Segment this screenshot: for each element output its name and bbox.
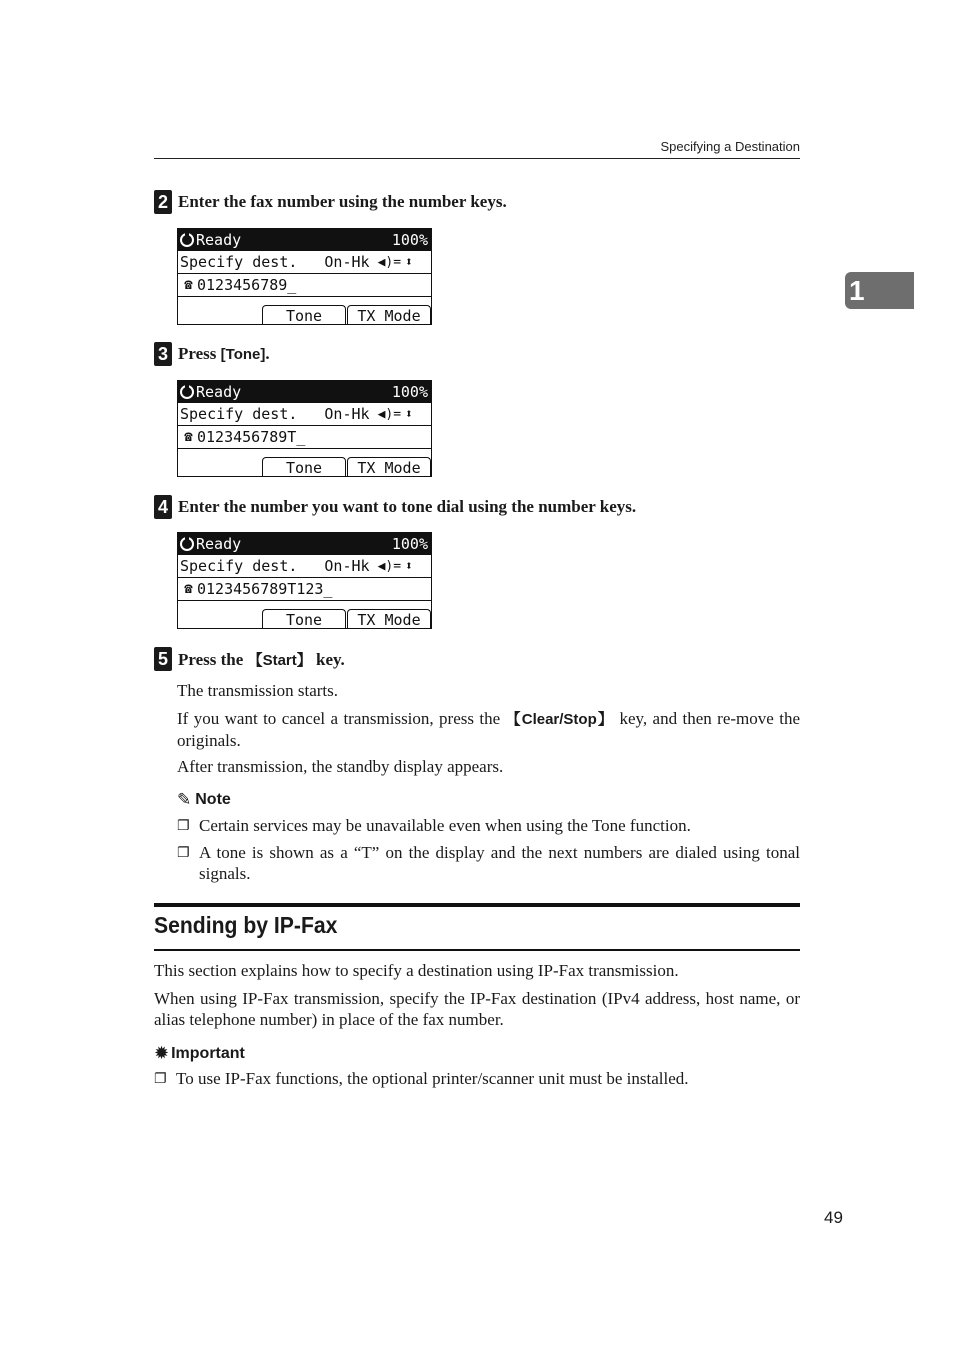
important-item-text: To use IP-Fax functions, the optional printer/scanner unit must be installed. (176, 1069, 689, 1088)
up-down-arrows-icon: ⬍ (405, 406, 413, 422)
lcd-prompt: Specify dest. (180, 253, 298, 271)
lcd-mode: On-Hk (324, 253, 370, 271)
p2-text: If you want to cancel a transmission, press the (177, 709, 506, 728)
important-heading (154, 1043, 245, 1064)
lcd-number: 0123456789T123_ (197, 580, 333, 598)
tone-button[interactable]: Tone (262, 305, 346, 325)
step-text: Press the (178, 649, 248, 669)
note-item-text: A tone is shown as a “T” on the display and the next numbers are dialed using tonal signals. (199, 843, 800, 883)
speaker-icon: ◀)= (377, 558, 402, 574)
note-item-text: Certain services may be unavailable even when using the Tone function. (199, 816, 691, 835)
section-title: Sending by IP-Fax (154, 912, 338, 938)
lcd-memory-percent: 100% (391, 383, 428, 401)
lcd-row-destination (178, 555, 431, 578)
speaker-icon: ◀)= (377, 254, 402, 270)
step-number: 3 (154, 342, 172, 366)
note-item (177, 842, 800, 884)
pencil-icon: ✎ (177, 790, 192, 809)
tone-button[interactable]: Tone (262, 457, 346, 477)
step-text-end: . (265, 344, 270, 363)
speaker-icon: ◀)= (377, 406, 402, 422)
note-item (177, 815, 800, 837)
phone-icon: ☎ (184, 581, 193, 597)
start-key-label: 【Start】 (247, 651, 312, 669)
tx-mode-button[interactable]: TX Mode (347, 305, 431, 325)
lcd-mode: On-Hk (324, 557, 370, 575)
step5-paragraph-3: After transmission, the standby display appears. (177, 757, 504, 776)
lcd-number: 0123456789_ (197, 276, 297, 294)
step5-paragraph-2 (177, 708, 800, 751)
power-icon (180, 537, 194, 551)
important-icon: ✹ (154, 1043, 170, 1063)
lcd-status-bar (178, 381, 431, 403)
note-label: Note (195, 791, 231, 808)
lcd-status-text: Ready (196, 383, 242, 401)
step-text: Enter the fax number using the number keys. (178, 192, 507, 211)
lcd-row-number (178, 274, 431, 297)
tone-key-label: [Tone] (220, 346, 266, 363)
up-down-arrows-icon: ⬍ (405, 254, 413, 270)
lcd-softkeys (178, 601, 431, 629)
step5-paragraph-1: The transmission starts. (177, 681, 339, 700)
step-text-end: key. (311, 649, 345, 669)
tx-mode-button[interactable]: TX Mode (347, 457, 431, 477)
important-label: Important (171, 1044, 245, 1062)
lcd-status-text: Ready (196, 231, 242, 249)
lcd-memory-percent: 100% (391, 535, 428, 553)
section-paragraph-1: This section explains how to specify a destination using IP-Fax transmission. (154, 961, 679, 980)
page-number: 49 (824, 1208, 843, 1227)
step-number: 5 (154, 647, 172, 671)
phone-icon: ☎ (184, 429, 193, 445)
note-heading (177, 790, 231, 810)
step-text: Enter the number you want to tone dial using the number keys. (178, 497, 637, 516)
lcd-screen-3 (177, 532, 432, 629)
lcd-prompt: Specify dest. (180, 405, 298, 423)
step-5 (154, 647, 345, 671)
step-number: 4 (154, 495, 172, 519)
section-paragraph-2: When using IP-Fax transmission, specify the IP-Fax destination (IPv4 address, host name, or alias telephone number) in place of the fax number. (154, 989, 800, 1029)
lcd-row-number (178, 426, 431, 449)
clear-stop-key-label: 【Clear/Stop】 (505, 711, 615, 728)
tx-mode-button[interactable]: TX Mode (347, 609, 431, 629)
lcd-row-destination (178, 251, 431, 274)
lcd-screen-1 (177, 228, 432, 325)
phone-icon: ☎ (184, 277, 193, 293)
lcd-softkeys (178, 449, 431, 477)
section-rule-bottom (154, 949, 800, 951)
lcd-prompt: Specify dest. (180, 557, 298, 575)
lcd-number: 0123456789T_ (197, 428, 306, 446)
checkbox-bullet-icon: ❐ (154, 1071, 167, 1087)
lcd-row-number (178, 578, 431, 601)
step-2 (154, 190, 507, 214)
important-item (154, 1068, 800, 1090)
power-icon (180, 385, 194, 399)
step-3 (154, 342, 270, 366)
p2-text-end: key, and then re-move the originals. (177, 709, 800, 750)
section-rule-top (154, 903, 800, 907)
lcd-status-text: Ready (196, 535, 242, 553)
step-text: Press (178, 344, 221, 363)
lcd-memory-percent: 100% (391, 231, 428, 249)
checkbox-bullet-icon: ❐ (177, 845, 190, 861)
running-header: Specifying a Destination (660, 139, 800, 154)
lcd-screen-2 (177, 380, 432, 477)
chapter-tab: 1 (845, 272, 914, 309)
step-number: 2 (154, 190, 172, 214)
lcd-softkeys (178, 297, 431, 325)
step-4 (154, 495, 636, 519)
checkbox-bullet-icon: ❐ (177, 818, 190, 834)
lcd-row-destination (178, 403, 431, 426)
power-icon (180, 233, 194, 247)
tone-button[interactable]: Tone (262, 609, 346, 629)
lcd-status-bar (178, 229, 431, 251)
lcd-status-bar (178, 533, 431, 555)
header-rule (154, 158, 800, 159)
lcd-mode: On-Hk (324, 405, 370, 423)
up-down-arrows-icon: ⬍ (405, 558, 413, 574)
